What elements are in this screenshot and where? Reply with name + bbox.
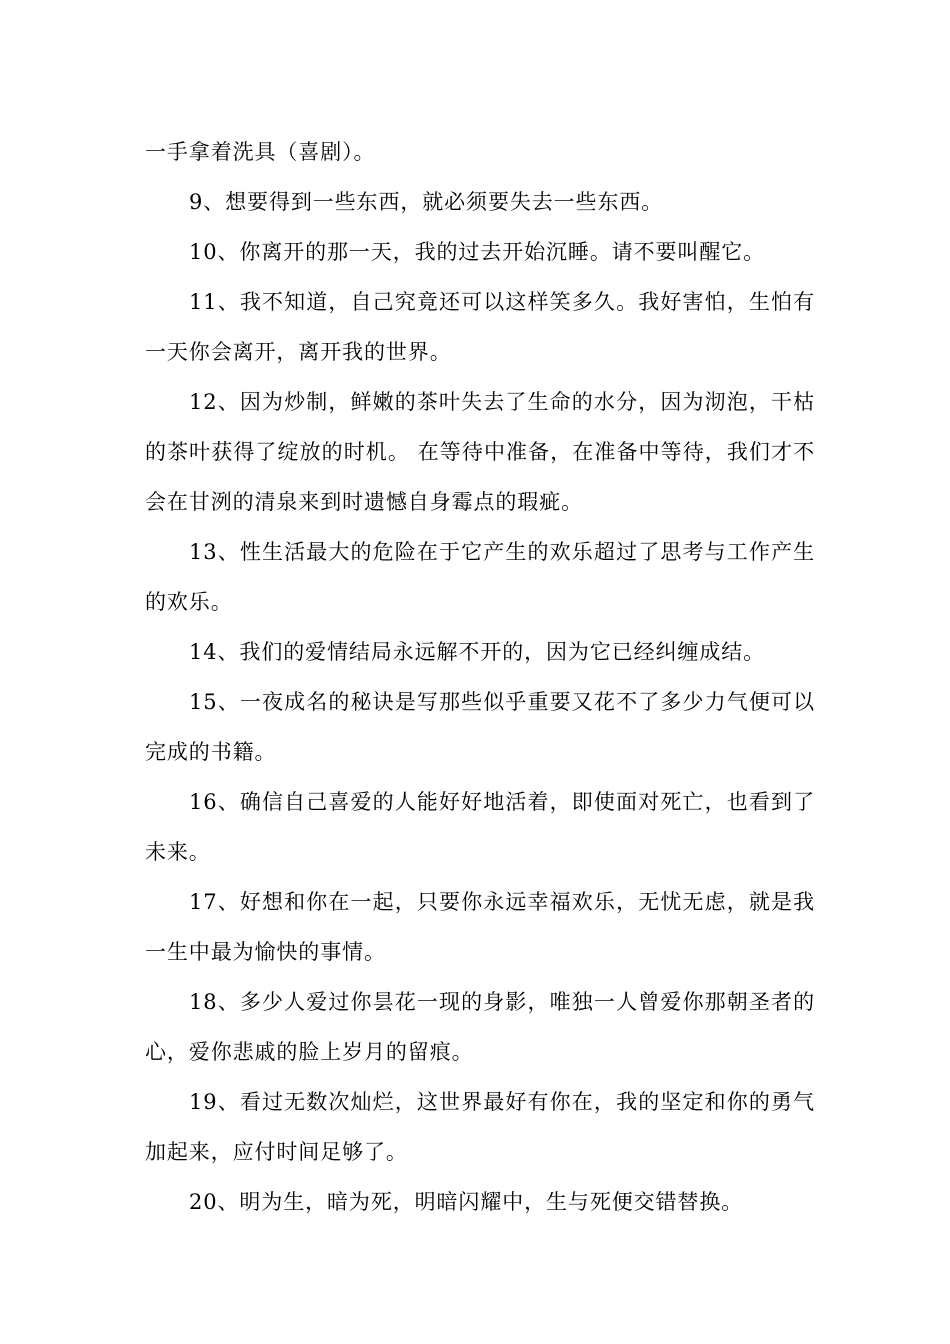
- paragraph-20: 20、明为生，暗为死，明暗闪耀中，生与死便交错替换。: [189, 1190, 744, 1214]
- paragraph-continued: 一手拿着洗具（喜剧）。: [145, 140, 376, 164]
- paragraph-15: 15、一夜成名的秘诀是写那些似乎重要又花不了多少力气便可以完成的书籍。: [145, 690, 815, 764]
- paragraph-16: 16、确信自己喜爱的人能好好地活着，即使面对死亡，也看到了未来。: [145, 790, 815, 864]
- paragraph-14: 14、我们的爱情结局永远解不开的，因为它已经纠缠成结。: [189, 640, 766, 664]
- paragraph-17: 17、好想和你在一起，只要你永远幸福欢乐，无忧无虑，就是我一生中最为愉快的事情。: [145, 890, 815, 964]
- paragraph-19: 19、看过无数次灿烂，这世界最好有你在，我的坚定和你的勇气加起来，应付时间足够了。: [145, 1090, 815, 1164]
- paragraph-12: 12、因为炒制，鲜嫩的茶叶失去了生命的水分，因为沏泡，干枯的茶叶获得了绽放的时机。 在等待中准备，在准备中等待，我们才不会在甘洌的清泉来到时遗憾自身霉点的瑕疵。: [145, 390, 815, 514]
- paragraph-11: 11、我不知道，自己究竟还可以这样笑多久。我好害怕，生怕有一天你会离开，离开我的世界。: [145, 290, 815, 364]
- document-body: [145, 127, 815, 1227]
- paragraph-9: 9、想要得到一些东西，就必须要失去一些东西。: [189, 190, 664, 214]
- paragraph-18: 18、多少人爱过你昙花一现的身影，唯独一人曾爱你那朝圣者的心，爱你悲戚的脸上岁月的留痕。: [145, 990, 815, 1064]
- paragraph-13: 13、性生活最大的危险在于它产生的欢乐超过了思考与工作产生的欢乐。: [145, 540, 815, 614]
- paragraph-10: 10、你离开的那一天，我的过去开始沉睡。请不要叫醒它。: [189, 240, 766, 264]
